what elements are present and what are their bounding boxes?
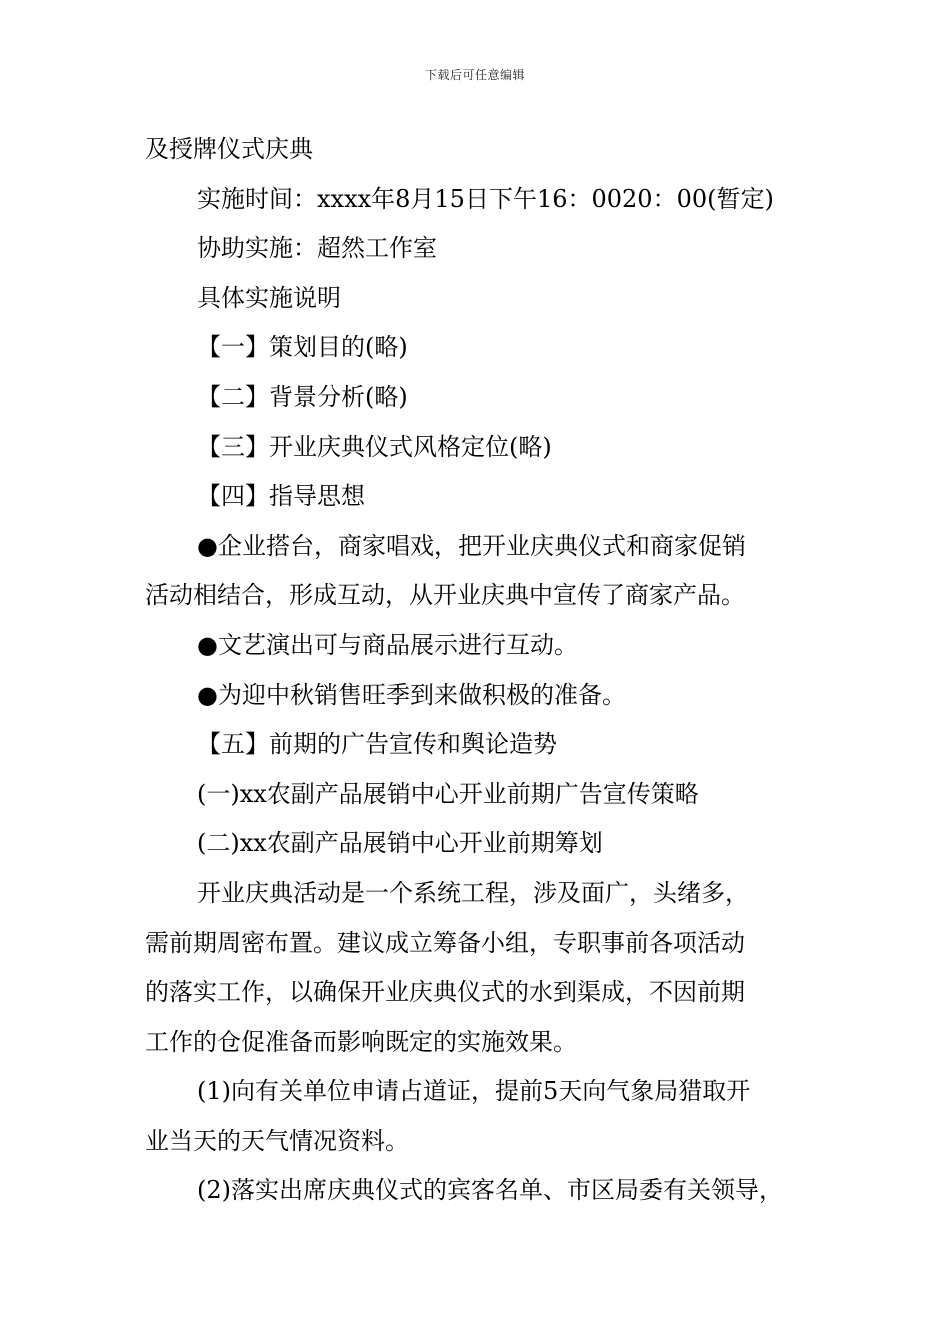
text-line: 工作的仓促准备而影响既定的实施效果。: [145, 1027, 577, 1056]
sub-heading: (二)xx农副产品展销中心开业前期筹划: [197, 829, 603, 858]
sub-heading: (一)xx农副产品展销中心开业前期广告宣传策略: [197, 779, 699, 808]
list-item: (1)向有关单位申请占道证，提前5天向气象局猎取开: [197, 1077, 751, 1106]
section-heading: 【一】策划目的(略): [197, 333, 408, 362]
bullet-item: ●为迎中秋销售旺季到来做积极的准备。: [197, 680, 626, 709]
section-heading: 【二】背景分析(略): [197, 382, 408, 411]
section-heading: 【五】前期的广告宣传和舆论造势: [197, 730, 557, 759]
text-line: 业当天的天气情况资料。: [145, 1126, 409, 1155]
text-line: 协助实施：超然工作室: [197, 234, 437, 263]
text-line: 及授牌仪式庆典: [145, 135, 313, 163]
section-heading: 【四】指导思想: [197, 482, 365, 511]
text-line: 活动相结合，形成互动，从开业庆典中宣传了商家产品。: [145, 581, 745, 610]
section-heading: 具体实施说明: [197, 283, 341, 312]
page-header: 下载后可任意编辑: [424, 68, 525, 82]
section-heading: 【三】开业庆典仪式风格定位(略): [197, 432, 552, 461]
text-line: 需前期周密布置。建议成立筹备小组，专职事前各项活动: [145, 928, 745, 957]
list-item: (2)落实出席庆典仪式的宾客名单、市区局委有关领导，: [197, 1176, 783, 1205]
text-line: 开业庆典活动是一个系统工程，涉及面广，头绪多，: [197, 878, 749, 907]
bullet-item: ●企业搭台，商家唱戏，把开业庆典仪式和商家促销: [197, 531, 746, 560]
bullet-item: ●文艺演出可与商品展示进行互动。: [197, 630, 578, 659]
document-body: [145, 125, 835, 1216]
text-line: 的落实工作，以确保开业庆典仪式的水到渠成，不因前期: [145, 978, 745, 1007]
text-line: 实施时间：xxxx年8月15日下午16：0020：00(暂定): [197, 184, 774, 213]
